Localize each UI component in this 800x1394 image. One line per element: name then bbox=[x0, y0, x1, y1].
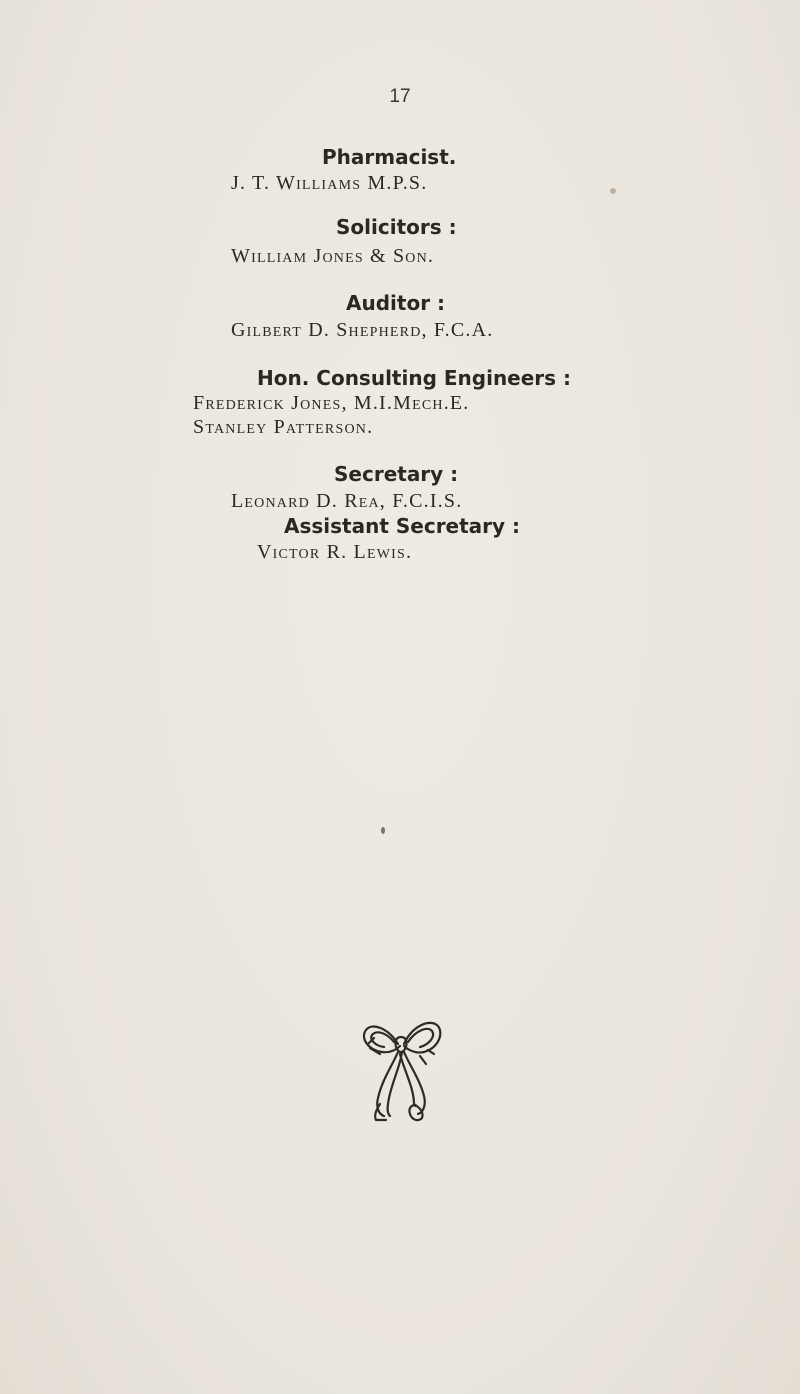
section-name-engineer-2: Stanley Patterson. bbox=[193, 416, 374, 438]
section-heading-solicitors: Solicitors : bbox=[336, 215, 457, 239]
section-name-auditor: Gilbert D. Shepherd, F.C.A. bbox=[231, 319, 494, 341]
section-heading-secretary: Secretary : bbox=[334, 462, 459, 486]
section-name-secretary: Leonard D. Rea, F.C.I.S. bbox=[231, 490, 463, 512]
section-heading-engineers: Hon. Consulting Engineers : bbox=[257, 366, 572, 390]
section-name-engineer-1: Frederick Jones, M.I.Mech.E. bbox=[193, 392, 470, 414]
section-heading-pharmacist: Pharmacist. bbox=[322, 145, 457, 169]
section-heading-assistant-secretary: Assistant Secretary : bbox=[284, 514, 521, 538]
ribbon-ornament-icon bbox=[358, 1008, 444, 1124]
section-name-pharmacist: J. T. Williams M.P.S. bbox=[231, 172, 428, 194]
paper-speck bbox=[381, 827, 385, 834]
page-number: 17 bbox=[389, 86, 411, 107]
section-heading-auditor: Auditor : bbox=[346, 291, 446, 315]
paper-speck bbox=[610, 188, 616, 194]
section-name-solicitors: William Jones & Son. bbox=[231, 245, 435, 267]
section-name-assistant-secretary: Victor R. Lewis. bbox=[257, 541, 413, 563]
